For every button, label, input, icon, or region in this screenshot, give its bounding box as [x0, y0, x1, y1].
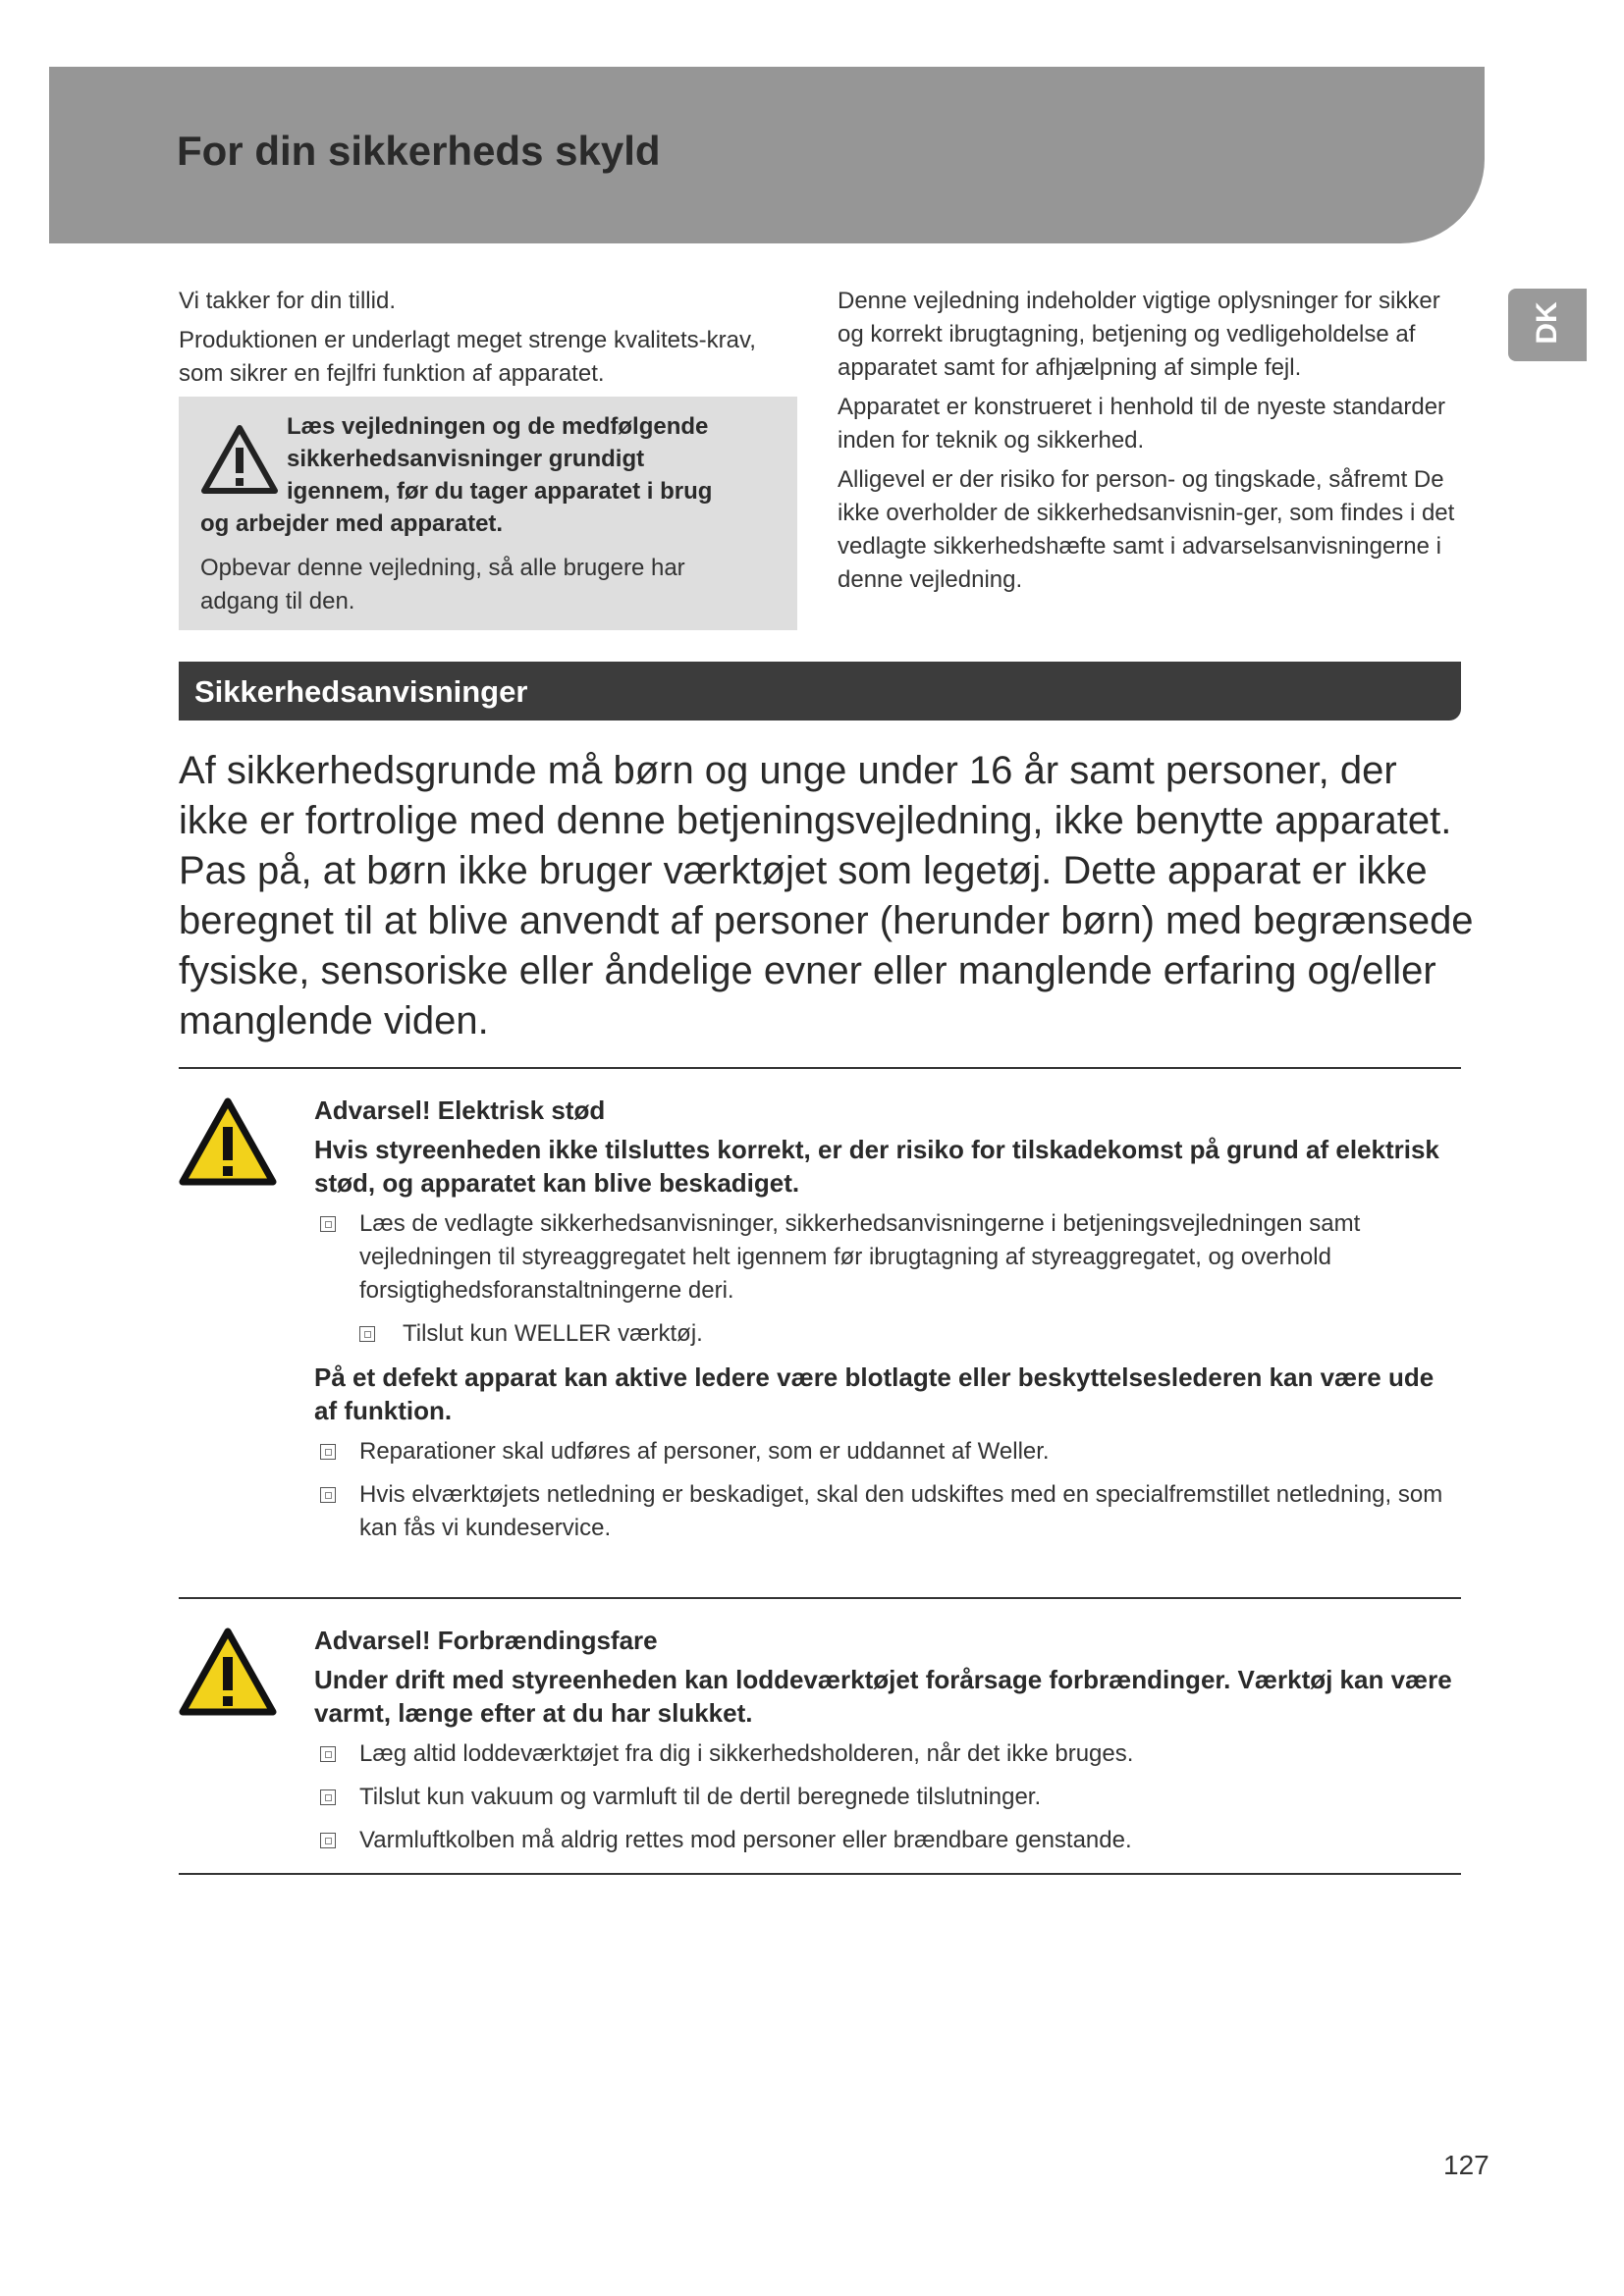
- list-item: Læg altid loddeværktøjet fra dig i sikkerhedsholderen, når det ikke bruges.: [314, 1737, 1463, 1771]
- language-tab: [1508, 289, 1587, 361]
- page-number: 127: [1443, 2150, 1489, 2180]
- notice-line-2: sikkerhedsanvisninger grundigt: [287, 446, 645, 472]
- intro-thanks: Vi takker for din tillid.: [179, 288, 396, 314]
- intro-manual-contents: Denne vejledning indeholder vigtige oplysninger for sikker og korrekt ibrugtagning, betjening og vedligeholdelse af apparatet samt for afhjælpning af simple fejl.: [838, 288, 1440, 381]
- list-item: Tilslut kun vakuum og varmluft til de dertil beregnede tilslutninger.: [314, 1781, 1463, 1814]
- list-item: Hvis elværktøjets netledning er beskadiget, skal den udskiftes med en specialfremstillet netledning, som kan fås vi kundeservice.: [314, 1478, 1463, 1545]
- checkbox-bullet-icon: [320, 1444, 336, 1460]
- checkbox-bullet-icon: [320, 1216, 336, 1232]
- warning-electric-title: Advarsel! Elektrisk stød: [314, 1095, 606, 1125]
- warning-burn-icon: [179, 1628, 277, 1718]
- divider-rule: [179, 1873, 1461, 1875]
- divider-rule: [179, 1597, 1461, 1599]
- safety-lead-paragraph: Af sikkerhedsgrunde må børn og unge under 16 år samt personer, der ikke er fortrolige med denne betjeningsvejledning, ikke benytte apparatet. Pas på, at børn ikke bruger værktøjet som legetøj. Dette apparat er ikke beregnet til at blive anvendt af personer (herunder børn) med begrænsede fysiske, sensoriske eller åndelige evner eller manglende erfaring og/eller manglende viden.: [179, 749, 1474, 1042]
- warning-electric-block: [314, 1094, 1463, 1555]
- notice-keep-manual: Opbevar denne vejledning, så alle brugere har adgang til den.: [200, 555, 685, 614]
- checkbox-bullet-icon: [359, 1326, 375, 1342]
- notice-read-instructions: [200, 410, 770, 540]
- page-title: For din sikkerheds skyld: [177, 128, 661, 174]
- intro-quality: Produktionen er underlagt meget strenge kvalitets-krav, som sikrer en fejlfri funktion af apparatet.: [179, 327, 756, 387]
- warning-burn-risk: Under drift med styreenheden kan loddeværktøjet forårsage forbrændinger. Værktøj kan være varmt, længe efter at du har slukket.: [314, 1665, 1452, 1728]
- intro-risk: Alligevel er der risiko for person- og tingskade, såfremt De ikke overholder de sikkerhedsanvisnin-ger, som findes i det vedlagte sikkerhedshæfte samt i advarselsanvisningerne i denne vejledning.: [838, 466, 1455, 593]
- list-item: Læs de vedlagte sikkerhedsanvisninger, sikkerhedsanvisningerne i betjeningsvejledningen samt vejledningen til styreaggregatet helt igennem før ibrugtagning af styreaggregatet, og overhold forsigtighedsforanstaltningerne deri.: [314, 1207, 1463, 1308]
- warning-electric-icon: [179, 1097, 277, 1188]
- section-header-bar: [179, 662, 1461, 721]
- intro-right-column: [838, 285, 1466, 603]
- checkbox-bullet-icon: [320, 1487, 336, 1503]
- intro-standards: Apparatet er konstrueret i henhold til de nyeste standarder inden for teknik og sikkerhed.: [838, 394, 1446, 454]
- warning-burn-block: [314, 1624, 1463, 1867]
- warning-burn-list: [314, 1737, 1463, 1857]
- checkbox-bullet-icon: [320, 1833, 336, 1848]
- list-item: Reparationer skal udføres af personer, som er uddannet af Weller.: [314, 1435, 1463, 1468]
- header-band: [49, 67, 1485, 243]
- checkbox-bullet-icon: [320, 1746, 336, 1762]
- section-title: Sikkerhedsanvisninger: [194, 674, 528, 709]
- language-tab-label: DK: [1531, 301, 1563, 345]
- divider-rule: [179, 1067, 1461, 1069]
- warning-electric-list: [314, 1207, 1463, 1351]
- intro-left-column: [179, 285, 797, 397]
- notice-line-1: Læs vejledningen og de medfølgende: [287, 413, 709, 440]
- warning-burn-title: Advarsel! Forbrændingsfare: [314, 1626, 658, 1655]
- list-item: Tilslut kun WELLER værktøj.: [314, 1317, 1463, 1351]
- notice-line-4: og arbejder med apparatet.: [200, 510, 504, 537]
- notice-line-3: igennem, før du tager apparatet i brug: [287, 478, 713, 505]
- warning-electric-risk: Hvis styreenheden ikke tilsluttes korrekt, er der risiko for tilskadekomst på grund af elektrisk stød, og apparatet kan blive beskadiget.: [314, 1135, 1439, 1198]
- warning-electric-list-2: [314, 1435, 1463, 1545]
- checkbox-bullet-icon: [320, 1789, 336, 1805]
- list-item: Varmluftkolben må aldrig rettes mod personer eller brændbare genstande.: [314, 1824, 1463, 1857]
- warning-electric-defect: På et defekt apparat kan aktive ledere være blotlagte eller beskyttelseslederen kan være ude af funktion.: [314, 1362, 1435, 1425]
- notice-box: [179, 397, 797, 630]
